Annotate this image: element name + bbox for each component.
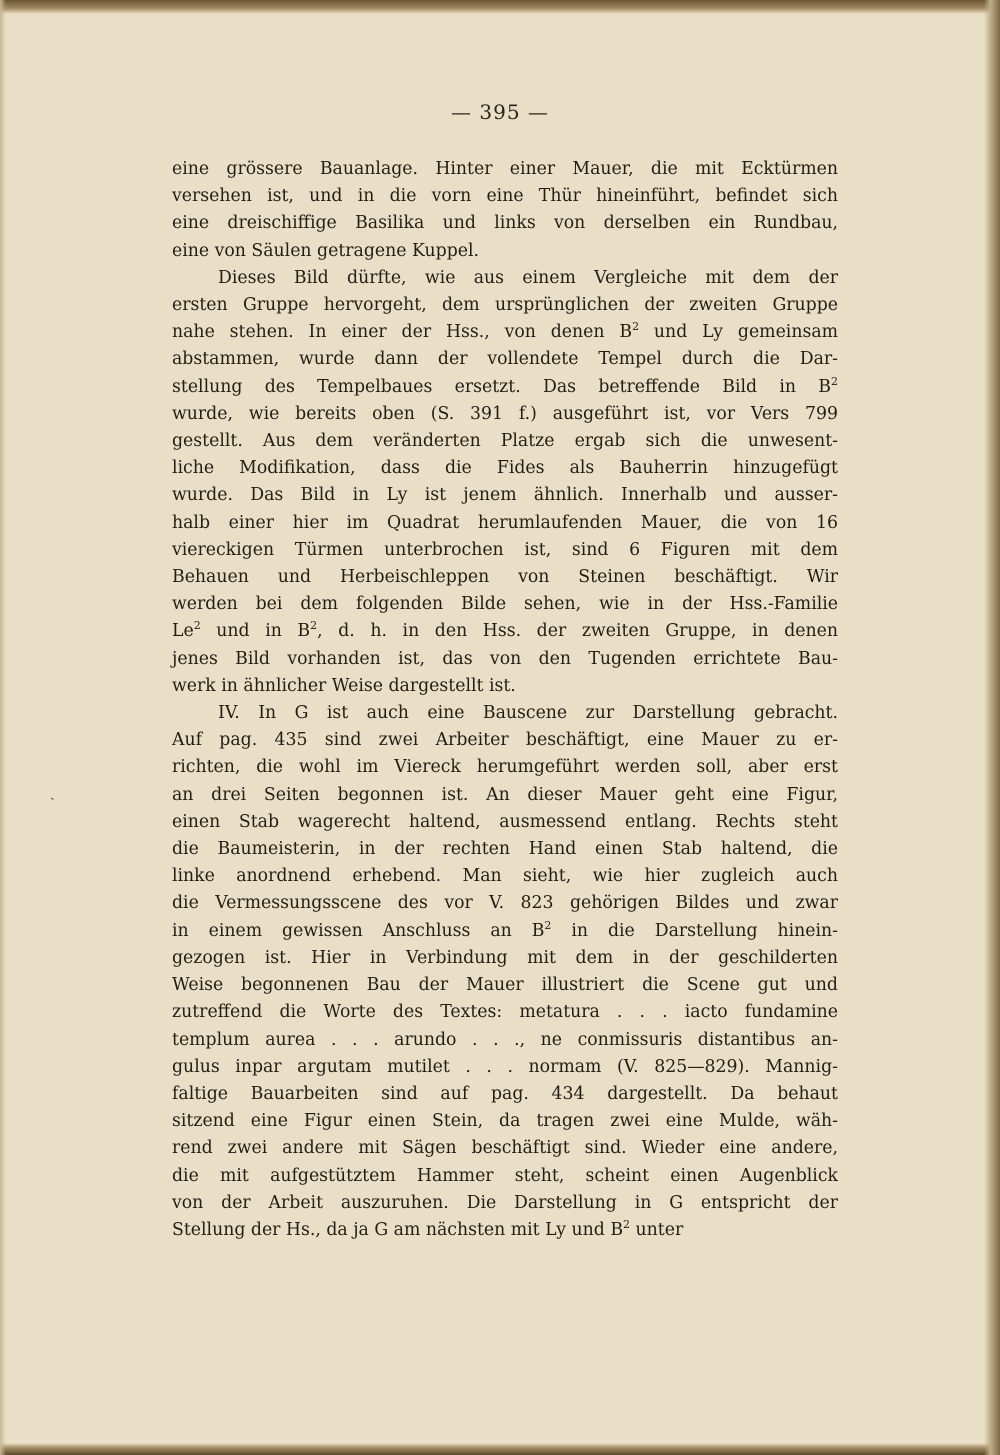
text-run: versehen ist, und in die vorn eine Thür hineinführt, befindet sich	[172, 186, 838, 207]
text-line	[172, 1081, 838, 1108]
text-line	[172, 999, 838, 1026]
text-run: , d. h. in den Hss. der zweiten Gruppe, in denen	[317, 621, 838, 642]
text-run: und in B	[200, 621, 311, 642]
text-run: in einem gewissen Anschluss an B	[172, 920, 545, 941]
page-bottom-edge	[0, 1443, 1000, 1455]
text-run: liche Modifikation, dass die Fides als Bauherrin hinzugefügt	[172, 458, 838, 479]
text-line	[172, 510, 838, 537]
text-run: richten, die wohl im Viereck herumgeführt werden soll, aber erst	[172, 757, 838, 778]
text-run: eine von Säulen getragene Kuppel.	[172, 240, 480, 261]
text-line	[172, 1108, 838, 1135]
text-run: gestellt. Aus dem veränderten Platze ergab sich die unwesent-	[172, 431, 838, 452]
text-line	[172, 646, 838, 673]
text-run: abstammen, wurde dann der vollendete Tempel durch die Dar-	[172, 349, 838, 370]
text-line	[172, 265, 838, 292]
text-line	[172, 292, 838, 319]
text-line	[172, 455, 838, 482]
text-run: werden bei dem folgenden Bilde sehen, wie in der Hss.-Familie	[172, 594, 838, 615]
superscript: 2	[544, 918, 552, 932]
text-line	[172, 945, 838, 972]
text-run: viereckigen Türmen unterbrochen ist, sind 6 Figuren mit dem	[172, 539, 838, 560]
text-run: zutreffend die Worte des Textes: metatura . . . iacto fundamine	[172, 1002, 838, 1023]
text-line	[172, 401, 838, 428]
text-line	[172, 754, 838, 781]
text-line	[172, 537, 838, 564]
text-line	[172, 673, 838, 700]
text-run: Le	[172, 621, 194, 642]
text-line	[172, 1135, 838, 1162]
superscript: 2	[831, 374, 838, 388]
text-run: nahe stehen. In einer der Hss., von denen B	[172, 322, 633, 343]
text-line	[172, 319, 838, 346]
text-line	[172, 918, 838, 945]
text-run: wurde, wie bereits oben (S. 391 f.) ausgeführt ist, vor Vers 799	[172, 403, 838, 424]
text-run: linke anordnend erhebend. Man sieht, wie hier zugleich auch	[172, 866, 838, 887]
text-run: von der Arbeit auszuruhen. Die Darstellung in G entspricht der	[172, 1192, 838, 1213]
text-line	[172, 809, 838, 836]
text-line	[172, 1190, 838, 1217]
page-left-edge	[0, 0, 6, 1455]
text-line	[172, 564, 838, 591]
page-top-edge	[0, 0, 1000, 14]
text-line	[172, 890, 838, 917]
text-line	[172, 782, 838, 809]
page-right-edge	[984, 0, 1000, 1455]
text-run: rend zwei andere mit Sägen beschäftigt sind. Wieder eine andere,	[172, 1138, 838, 1159]
text-run: halb einer hier im Quadrat herumlaufenden Mauer, die von 16	[172, 512, 838, 533]
text-run: IV. In G ist auch eine Bauscene zur Darstellung gebracht.	[218, 703, 838, 724]
text-line	[172, 618, 838, 645]
text-run: gezogen ist. Hier in Verbindung mit dem in der geschilderten	[172, 947, 838, 968]
text-run: Behauen und Herbeischleppen von Steinen beschäftigt. Wir	[172, 567, 838, 588]
text-line	[172, 727, 838, 754]
text-run: templum aurea . . . arundo . . ., ne conmissuris distantibus an-	[172, 1029, 838, 1050]
text-line	[172, 1054, 838, 1081]
text-run: jenes Bild vorhanden ist, das von den Tugenden errichtete Bau-	[172, 648, 838, 669]
text-run: stellung des Tempelbaues ersetzt. Das betreffende Bild in B	[172, 376, 831, 397]
text-run: in die Darstellung hinein-	[551, 920, 839, 941]
text-line	[172, 346, 838, 373]
text-run: sitzend eine Figur einen Stein, da tragen zwei eine Mulde, wäh-	[172, 1111, 838, 1132]
text-line	[172, 836, 838, 863]
text-line	[172, 238, 838, 265]
text-run: gulus inpar argutam mutilet . . . normam (V. 825—829). Mannig-	[172, 1056, 838, 1077]
superscript: 2	[623, 1217, 631, 1231]
text-line	[172, 374, 838, 401]
text-line	[172, 183, 838, 210]
text-run: einen Stab wagerecht haltend, ausmessend entlang. Rechts steht	[172, 811, 838, 832]
text-line	[172, 1163, 838, 1190]
text-run: Weise begonnenen Bau der Mauer illustriert die Scene gut und	[172, 975, 838, 996]
text-run: eine grössere Bauanlage. Hinter einer Mauer, die mit Ecktürmen	[172, 159, 838, 179]
page-number: — 395 —	[451, 100, 549, 124]
text-run: wurde. Das Bild in Ly ist jenem ähnlich. Innerhalb und ausser-	[172, 485, 838, 506]
superscript: 2	[310, 619, 318, 633]
text-line	[172, 156, 838, 183]
text-run: die Vermessungsscene des vor V. 823 gehörigen Bildes und zwar	[172, 893, 838, 914]
text-line	[172, 210, 838, 237]
text-line	[172, 591, 838, 618]
text-run: ersten Gruppe hervorgeht, dem ursprünglichen der zweiten Gruppe	[172, 295, 838, 316]
text-run: Stellung der Hs., da ja G am nächsten mit Ly und B	[172, 1219, 624, 1240]
superscript: 2	[193, 619, 201, 633]
text-run: an drei Seiten begonnen ist. An dieser Mauer geht eine Figur,	[172, 784, 838, 805]
text-run: Auf pag. 435 sind zwei Arbeiter beschäftigt, eine Mauer zu er-	[172, 730, 838, 751]
body-text	[172, 156, 838, 1244]
text-run: die mit aufgestütztem Hammer steht, scheint einen Augenblick	[172, 1165, 838, 1186]
text-run: werk in ähnlicher Weise dargestellt ist.	[172, 675, 516, 696]
text-line	[172, 863, 838, 890]
text-line	[172, 428, 838, 455]
text-line	[172, 972, 838, 999]
text-line	[172, 1217, 838, 1244]
text-run: unter	[630, 1219, 684, 1240]
margin-mark: ˏ	[50, 785, 55, 801]
text-run: die Baumeisterin, in der rechten Hand einen Stab haltend, die	[172, 839, 838, 860]
superscript: 2	[632, 320, 640, 334]
text-run: und Ly gemeinsam	[639, 322, 839, 343]
text-run: eine dreischiffige Basilika und links von derselben ein Rundbau,	[172, 213, 838, 234]
text-run: Dieses Bild dürfte, wie aus einem Vergleiche mit dem der	[218, 267, 838, 288]
text-run: faltige Bauarbeiten sind auf pag. 434 dargestellt. Da behaut	[172, 1083, 838, 1104]
text-line	[172, 700, 838, 727]
text-line	[172, 482, 838, 509]
text-line	[172, 1027, 838, 1054]
